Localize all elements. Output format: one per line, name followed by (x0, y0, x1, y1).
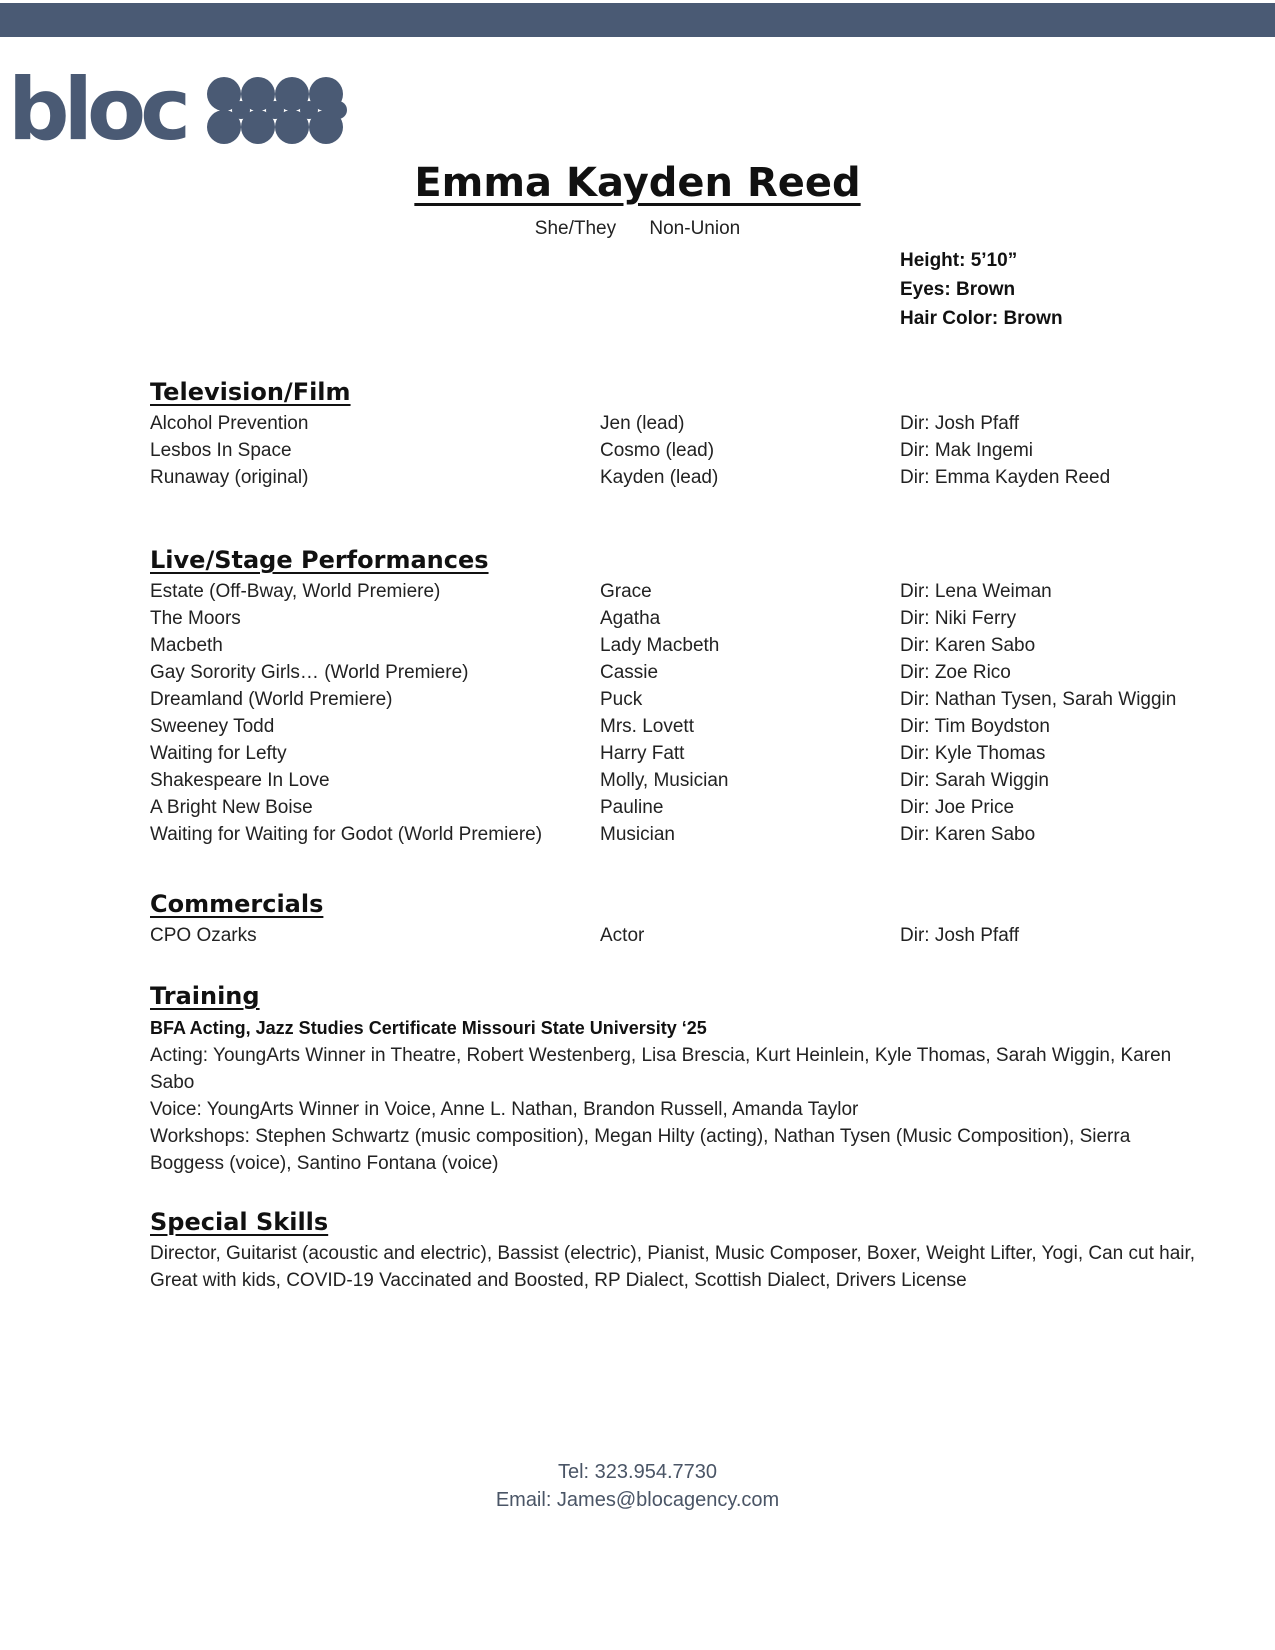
section-title-tv-film: Television/Film (150, 378, 351, 406)
credit-title: Lesbos In Space (150, 440, 292, 461)
credit-title: Waiting for Waiting for Godot (World Premiere) (150, 824, 543, 845)
credit-role: Musician (600, 824, 675, 845)
credit-title: Sweeney Todd (150, 716, 275, 737)
section-title-commercials: Commercials (150, 890, 324, 918)
stat-height: Height: 5’10” (900, 250, 1018, 271)
logo-dots-icon (207, 77, 355, 147)
top-banner-bar (0, 3, 1275, 37)
section-special-skills (150, 1208, 1200, 1294)
credit-row (150, 686, 1200, 713)
credit-title: A Bright New Boise (150, 797, 313, 818)
credit-row (150, 794, 1200, 821)
section-live-stage (150, 546, 1200, 848)
pronouns: She/They (534, 218, 617, 239)
credit-title: Runaway (original) (150, 467, 309, 488)
credit-role: Lady Macbeth (600, 635, 720, 656)
credit-director: Dir: Sarah Wiggin (900, 770, 1049, 791)
credit-title: Macbeth (150, 635, 223, 656)
union-status: Non-Union (649, 218, 741, 239)
credit-role: Pauline (600, 797, 664, 818)
section-television-film (150, 378, 1200, 491)
stat-eyes: Eyes: Brown (900, 279, 1016, 300)
credit-director: Dir: Josh Pfaff (900, 413, 1019, 434)
section-commercials (150, 890, 1200, 949)
training-acting: Acting: YoungArts Winner in Theatre, Robert Westenberg, Lisa Brescia, Kurt Heinlein, Kyle Thomas, Sarah Wiggin, Karen Sabo (150, 1045, 1172, 1093)
training-voice: Voice: YoungArts Winner in Voice, Anne L. Nathan, Brandon Russell, Amanda Taylor (150, 1099, 859, 1120)
credit-director: Dir: Zoe Rico (900, 662, 1011, 683)
credit-row (150, 605, 1200, 632)
credit-row (150, 713, 1200, 740)
credit-title: The Moors (150, 608, 241, 629)
credit-director: Dir: Lena Weiman (900, 581, 1052, 602)
credit-role: Puck (600, 689, 643, 710)
contact-phone[interactable]: Tel: 323.954.7730 (557, 1461, 718, 1483)
training-degree: BFA Acting, Jazz Studies Certificate Missouri State University ‘25 (150, 1018, 707, 1038)
section-title-skills: Special Skills (150, 1208, 329, 1236)
credit-title: Gay Sorority Girls… (World Premiere) (150, 662, 469, 683)
credit-role: Grace (600, 581, 652, 602)
credit-role: Mrs. Lovett (600, 716, 694, 737)
credit-row (150, 464, 1200, 491)
credit-director: Dir: Josh Pfaff (900, 925, 1019, 946)
credit-row (150, 632, 1200, 659)
credit-director: Dir: Emma Kayden Reed (900, 467, 1111, 488)
logo-wordmark: bloc (8, 60, 186, 160)
performer-subinfo (0, 218, 1275, 240)
credit-row (150, 821, 1200, 848)
credit-title: Dreamland (World Premiere) (150, 689, 393, 710)
credit-director: Dir: Karen Sabo (900, 635, 1036, 656)
credit-role: Kayden (lead) (600, 467, 719, 488)
credit-director: Dir: Joe Price (900, 797, 1015, 818)
credit-row (150, 767, 1200, 794)
credit-role: Cassie (600, 662, 659, 683)
credit-title: Estate (Off-Bway, World Premiere) (150, 581, 441, 602)
credit-role: Cosmo (lead) (600, 440, 715, 461)
physical-stats (900, 246, 1063, 333)
credit-row (150, 437, 1200, 464)
credit-director: Dir: Niki Ferry (900, 608, 1017, 629)
credit-row (150, 740, 1200, 767)
credit-role: Agatha (600, 608, 661, 629)
skills-text: Director, Guitarist (acoustic and electric), Bassist (electric), Pianist, Music Composer, Boxer, Weight Lifter, Yogi, Can cut hair, Great with kids, COVID-19 Vaccinated and Boosted, RP Dialect, Scottish Dialect, Drivers License (150, 1243, 1196, 1291)
credit-role: Harry Fatt (600, 743, 685, 764)
credit-director: Dir: Tim Boydston (900, 716, 1050, 737)
section-title-stage: Live/Stage Performances (150, 546, 489, 574)
section-training (150, 982, 1200, 1177)
training-workshops: Workshops: Stephen Schwartz (music composition), Megan Hilty (acting), Nathan Tysen (Music Composition), Sierra Boggess (voice), Santino Fontana (voice) (150, 1126, 1131, 1174)
credit-role: Molly, Musician (600, 770, 729, 791)
contact-email[interactable]: Email: James@blocagency.com (495, 1489, 780, 1511)
credit-title: Shakespeare In Love (150, 770, 330, 791)
credit-row (150, 922, 1200, 949)
credit-director: Dir: Nathan Tysen, Sarah Wiggin (900, 689, 1177, 710)
credit-director: Dir: Karen Sabo (900, 824, 1036, 845)
credit-row (150, 578, 1200, 605)
credit-title: Alcohol Prevention (150, 413, 309, 434)
credit-row (150, 410, 1200, 437)
credit-title: CPO Ozarks (150, 925, 257, 946)
credit-role: Jen (lead) (600, 413, 685, 434)
credit-role: Actor (600, 925, 645, 946)
performer-name: Emma Kayden Reed (414, 160, 861, 206)
section-title-training: Training (150, 982, 260, 1010)
credit-title: Waiting for Lefty (150, 743, 287, 764)
credit-row (150, 659, 1200, 686)
agency-logo (8, 60, 355, 160)
contact-info (0, 1458, 1275, 1514)
credit-director: Dir: Kyle Thomas (900, 743, 1046, 764)
stat-hair: Hair Color: Brown (900, 308, 1063, 329)
credit-director: Dir: Mak Ingemi (900, 440, 1034, 461)
